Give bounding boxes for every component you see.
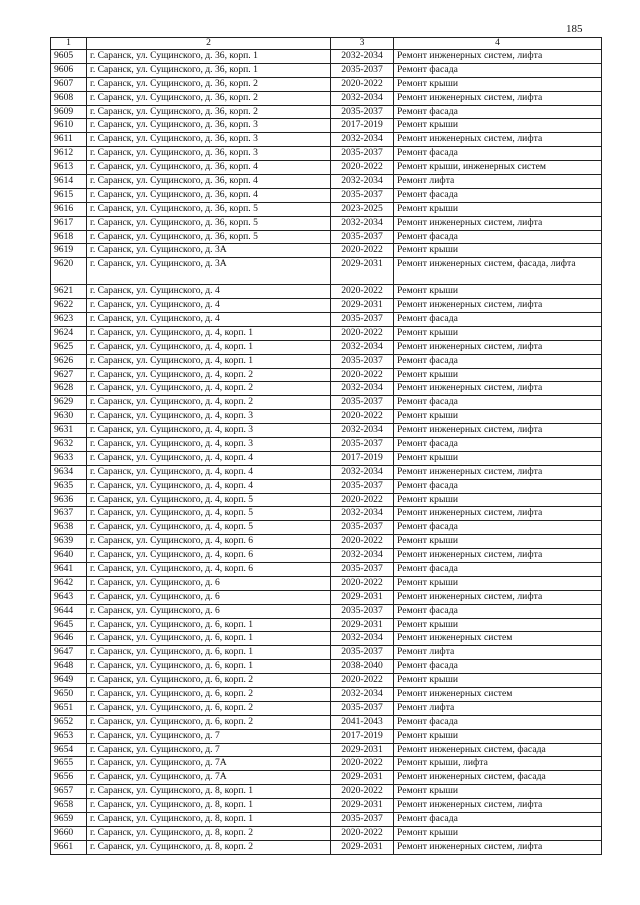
table-row — [51, 576, 602, 590]
period-cell: 2038-2040 — [331, 660, 394, 674]
work-type-cell: Ремонт инженерных систем, лифта — [394, 216, 602, 230]
address-cell: г. Саранск, ул. Сущинского, д. 4, корп. 6 — [87, 535, 331, 549]
work-type-cell: Ремонт инженерных систем, фасада, лифта — [394, 258, 602, 285]
work-type-cell: Ремонт инженерных систем, фасада — [394, 743, 602, 757]
work-type-cell: Ремонт крыши — [394, 368, 602, 382]
row-number: 9611 — [51, 133, 87, 147]
work-type-cell: Ремонт фасада — [394, 604, 602, 618]
row-number: 9649 — [51, 674, 87, 688]
period-cell: 2020-2022 — [331, 368, 394, 382]
row-number: 9640 — [51, 549, 87, 563]
row-number: 9636 — [51, 493, 87, 507]
address-cell: г. Саранск, ул. Сущинского, д. 6, корп. 2 — [87, 674, 331, 688]
work-type-cell: Ремонт крыши — [394, 410, 602, 424]
period-cell: 2035-2037 — [331, 230, 394, 244]
period-cell: 2035-2037 — [331, 479, 394, 493]
period-cell: 2041-2043 — [331, 715, 394, 729]
table-row — [51, 230, 602, 244]
row-number: 9623 — [51, 312, 87, 326]
address-cell: г. Саранск, ул. Сущинского, д. 7 — [87, 743, 331, 757]
work-type-cell: Ремонт фасада — [394, 813, 602, 827]
table-row — [51, 535, 602, 549]
work-type-cell: Ремонт крыши — [394, 674, 602, 688]
work-type-cell: Ремонт лифта — [394, 701, 602, 715]
work-type-cell: Ремонт крыши — [394, 785, 602, 799]
period-cell: 2020-2022 — [331, 410, 394, 424]
period-cell: 2035-2037 — [331, 354, 394, 368]
row-number: 9609 — [51, 105, 87, 119]
row-number: 9607 — [51, 77, 87, 91]
row-number: 9642 — [51, 576, 87, 590]
row-number: 9647 — [51, 646, 87, 660]
address-cell: г. Саранск, ул. Сущинского, д. 36, корп. 3 — [87, 119, 331, 133]
row-number: 9638 — [51, 521, 87, 535]
work-type-cell: Ремонт крыши — [394, 618, 602, 632]
period-cell: 2020-2022 — [331, 535, 394, 549]
work-type-cell: Ремонт инженерных систем, фасада — [394, 771, 602, 785]
table-row — [51, 50, 602, 64]
table-row — [51, 451, 602, 465]
address-cell: г. Саранск, ул. Сущинского, д. 36, корп. 4 — [87, 175, 331, 189]
page-number: 185 — [566, 23, 583, 35]
row-number: 9635 — [51, 479, 87, 493]
table-row — [51, 715, 602, 729]
address-cell: г. Саранск, ул. Сущинского, д. 36, корп. 4 — [87, 161, 331, 175]
address-cell: г. Саранск, ул. Сущинского, д. 4, корп. 3 — [87, 424, 331, 438]
work-type-cell: Ремонт крыши — [394, 576, 602, 590]
row-number: 9625 — [51, 340, 87, 354]
period-cell: 2017-2019 — [331, 119, 394, 133]
work-type-cell: Ремонт крыши — [394, 119, 602, 133]
work-type-cell: Ремонт инженерных систем, лифта — [394, 590, 602, 604]
table-row — [51, 382, 602, 396]
period-cell: 2020-2022 — [331, 493, 394, 507]
table-row — [51, 354, 602, 368]
table-row — [51, 326, 602, 340]
table-row — [51, 63, 602, 77]
period-cell: 2020-2022 — [331, 826, 394, 840]
period-cell: 2035-2037 — [331, 701, 394, 715]
row-number: 9634 — [51, 465, 87, 479]
row-number: 9654 — [51, 743, 87, 757]
address-cell: г. Саранск, ул. Сущинского, д. 4, корп. 3 — [87, 437, 331, 451]
address-cell: г. Саранск, ул. Сущинского, д. 6, корп. 2 — [87, 715, 331, 729]
address-cell: г. Саранск, ул. Сущинского, д. 7А — [87, 771, 331, 785]
period-cell: 2035-2037 — [331, 521, 394, 535]
period-cell: 2029-2031 — [331, 590, 394, 604]
address-cell: г. Саранск, ул. Сущинского, д. 36, корп. 3 — [87, 147, 331, 161]
address-cell: г. Саранск, ул. Сущинского, д. 4, корп. 1 — [87, 340, 331, 354]
period-cell: 2032-2034 — [331, 382, 394, 396]
period-cell: 2020-2022 — [331, 326, 394, 340]
address-cell: г. Саранск, ул. Сущинского, д. 4, корп. 2 — [87, 368, 331, 382]
period-cell: 2032-2034 — [331, 91, 394, 105]
address-cell: г. Саранск, ул. Сущинского, д. 4, корп. 5 — [87, 493, 331, 507]
period-cell: 2035-2037 — [331, 188, 394, 202]
table-row — [51, 493, 602, 507]
row-number: 9645 — [51, 618, 87, 632]
row-number: 9641 — [51, 562, 87, 576]
period-cell: 2029-2031 — [331, 299, 394, 313]
row-number: 9660 — [51, 826, 87, 840]
row-number: 9655 — [51, 757, 87, 771]
row-number: 9652 — [51, 715, 87, 729]
address-cell: г. Саранск, ул. Сущинского, д. 4, корп. 6 — [87, 549, 331, 563]
address-cell: г. Саранск, ул. Сущинского, д. 6, корп. 2 — [87, 687, 331, 701]
period-cell: 2035-2037 — [331, 437, 394, 451]
row-number: 9651 — [51, 701, 87, 715]
table-row — [51, 77, 602, 91]
address-cell: г. Саранск, ул. Сущинского, д. 4, корп. 6 — [87, 562, 331, 576]
period-cell: 2032-2034 — [331, 632, 394, 646]
address-cell: г. Саранск, ул. Сущинского, д. 36, корп. 1 — [87, 50, 331, 64]
period-cell: 2020-2022 — [331, 757, 394, 771]
work-type-cell: Ремонт крыши, инженерных систем — [394, 161, 602, 175]
work-type-cell: Ремонт фасада — [394, 105, 602, 119]
period-cell: 2020-2022 — [331, 674, 394, 688]
row-number: 9650 — [51, 687, 87, 701]
address-cell: г. Саранск, ул. Сущинского, д. 8, корп. 2 — [87, 840, 331, 854]
table-row — [51, 674, 602, 688]
table-row — [51, 258, 602, 285]
period-cell: 2035-2037 — [331, 562, 394, 576]
period-cell: 2035-2037 — [331, 604, 394, 618]
period-cell: 2032-2034 — [331, 216, 394, 230]
row-number: 9615 — [51, 188, 87, 202]
work-type-cell: Ремонт инженерных систем, лифта — [394, 424, 602, 438]
address-cell: г. Саранск, ул. Сущинского, д. 4, корп. 5 — [87, 507, 331, 521]
table-row — [51, 590, 602, 604]
address-cell: г. Саранск, ул. Сущинского, д. 36, корп. 5 — [87, 202, 331, 216]
work-type-cell: Ремонт инженерных систем, лифта — [394, 50, 602, 64]
work-type-cell: Ремонт крыши — [394, 729, 602, 743]
address-cell: г. Саранск, ул. Сущинского, д. 4, корп. 4 — [87, 479, 331, 493]
work-type-cell: Ремонт фасада — [394, 230, 602, 244]
registry-table — [50, 37, 602, 855]
period-cell: 2032-2034 — [331, 50, 394, 64]
row-number: 9629 — [51, 396, 87, 410]
table-row — [51, 813, 602, 827]
work-type-cell: Ремонт фасада — [394, 660, 602, 674]
table-row — [51, 660, 602, 674]
address-cell: г. Саранск, ул. Сущинского, д. 36, корп. 5 — [87, 216, 331, 230]
period-cell: 2020-2022 — [331, 77, 394, 91]
row-number: 9624 — [51, 326, 87, 340]
work-type-cell: Ремонт фасада — [394, 562, 602, 576]
table-row — [51, 729, 602, 743]
address-cell: г. Саранск, ул. Сущинского, д. 6, корп. 1 — [87, 660, 331, 674]
row-number: 9616 — [51, 202, 87, 216]
work-type-cell: Ремонт лифта — [394, 175, 602, 189]
address-cell: г. Саранск, ул. Сущинского, д. 6 — [87, 590, 331, 604]
address-cell: г. Саранск, ул. Сущинского, д. 3А — [87, 258, 331, 285]
work-type-cell: Ремонт крыши — [394, 493, 602, 507]
work-type-cell: Ремонт фасада — [394, 715, 602, 729]
address-cell: г. Саранск, ул. Сущинского, д. 4, корп. 4 — [87, 451, 331, 465]
address-cell: г. Саранск, ул. Сущинского, д. 7 — [87, 729, 331, 743]
period-cell: 2032-2034 — [331, 424, 394, 438]
address-cell: г. Саранск, ул. Сущинского, д. 6, корп. 1 — [87, 618, 331, 632]
table-row — [51, 216, 602, 230]
table-row — [51, 743, 602, 757]
row-number: 9630 — [51, 410, 87, 424]
table-row — [51, 133, 602, 147]
row-number: 9632 — [51, 437, 87, 451]
row-number: 9661 — [51, 840, 87, 854]
row-number: 9646 — [51, 632, 87, 646]
address-cell: г. Саранск, ул. Сущинского, д. 36, корп. 3 — [87, 133, 331, 147]
work-type-cell: Ремонт инженерных систем — [394, 632, 602, 646]
table-row — [51, 562, 602, 576]
period-cell: 2035-2037 — [331, 813, 394, 827]
table-row — [51, 312, 602, 326]
table-row — [51, 646, 602, 660]
period-cell: 2023-2025 — [331, 202, 394, 216]
row-number: 9639 — [51, 535, 87, 549]
address-cell: г. Саранск, ул. Сущинского, д. 4, корп. 4 — [87, 465, 331, 479]
table-row — [51, 479, 602, 493]
table-row — [51, 161, 602, 175]
header-col-1: 1 — [51, 38, 87, 50]
address-cell: г. Саранск, ул. Сущинского, д. 36, корп. 2 — [87, 77, 331, 91]
row-number: 9633 — [51, 451, 87, 465]
period-cell: 2035-2037 — [331, 396, 394, 410]
address-cell: г. Саранск, ул. Сущинского, д. 4, корп. 2 — [87, 382, 331, 396]
header-row — [51, 38, 602, 50]
table-row — [51, 299, 602, 313]
table-row — [51, 757, 602, 771]
work-type-cell: Ремонт фасада — [394, 521, 602, 535]
address-cell: г. Саранск, ул. Сущинского, д. 36, корп. 4 — [87, 188, 331, 202]
address-cell: г. Саранск, ул. Сущинского, д. 36, корп. 2 — [87, 91, 331, 105]
table-row — [51, 632, 602, 646]
table-row — [51, 424, 602, 438]
work-type-cell: Ремонт крыши — [394, 202, 602, 216]
work-type-cell: Ремонт инженерных систем, лифта — [394, 91, 602, 105]
work-type-cell: Ремонт крыши — [394, 285, 602, 299]
address-cell: г. Саранск, ул. Сущинского, д. 8, корп. 1 — [87, 785, 331, 799]
period-cell: 2020-2022 — [331, 244, 394, 258]
address-cell: г. Саранск, ул. Сущинского, д. 4, корп. 2 — [87, 396, 331, 410]
table-row — [51, 771, 602, 785]
table-row — [51, 340, 602, 354]
table-row — [51, 785, 602, 799]
table-row — [51, 188, 602, 202]
period-cell: 2029-2031 — [331, 618, 394, 632]
work-type-cell: Ремонт инженерных систем, лифта — [394, 340, 602, 354]
table-row — [51, 687, 602, 701]
work-type-cell: Ремонт крыши — [394, 326, 602, 340]
row-number: 9621 — [51, 285, 87, 299]
row-number: 9637 — [51, 507, 87, 521]
work-type-cell: Ремонт фасада — [394, 312, 602, 326]
period-cell: 2035-2037 — [331, 147, 394, 161]
address-cell: г. Саранск, ул. Сущинского, д. 6, корп. 2 — [87, 701, 331, 715]
period-cell: 2029-2031 — [331, 840, 394, 854]
period-cell: 2029-2031 — [331, 799, 394, 813]
work-type-cell: Ремонт крыши — [394, 826, 602, 840]
period-cell: 2020-2022 — [331, 285, 394, 299]
period-cell: 2035-2037 — [331, 105, 394, 119]
table-row — [51, 91, 602, 105]
period-cell: 2032-2034 — [331, 507, 394, 521]
table-header — [51, 38, 602, 50]
address-cell: г. Саранск, ул. Сущинского, д. 7А — [87, 757, 331, 771]
address-cell: г. Саранск, ул. Сущинского, д. 3А — [87, 244, 331, 258]
address-cell: г. Саранск, ул. Сущинского, д. 6 — [87, 604, 331, 618]
row-number: 9648 — [51, 660, 87, 674]
row-number: 9613 — [51, 161, 87, 175]
row-number: 9644 — [51, 604, 87, 618]
header-col-4: 4 — [394, 38, 602, 50]
address-cell: г. Саранск, ул. Сущинского, д. 4, корп. 1 — [87, 326, 331, 340]
address-cell: г. Саранск, ул. Сущинского, д. 4 — [87, 299, 331, 313]
row-number: 9626 — [51, 354, 87, 368]
table-row — [51, 105, 602, 119]
address-cell: г. Саранск, ул. Сущинского, д. 36, корп. 2 — [87, 105, 331, 119]
period-cell: 2020-2022 — [331, 576, 394, 590]
period-cell: 2032-2034 — [331, 175, 394, 189]
period-cell: 2032-2034 — [331, 340, 394, 354]
table-row — [51, 368, 602, 382]
period-cell: 2020-2022 — [331, 161, 394, 175]
table-row — [51, 437, 602, 451]
work-type-cell: Ремонт инженерных систем, лифта — [394, 507, 602, 521]
work-type-cell: Ремонт крыши — [394, 451, 602, 465]
work-type-cell: Ремонт крыши, лифта — [394, 757, 602, 771]
table-row — [51, 521, 602, 535]
row-number: 9610 — [51, 119, 87, 133]
address-cell: г. Саранск, ул. Сущинского, д. 36, корп. 5 — [87, 230, 331, 244]
address-cell: г. Саранск, ул. Сущинского, д. 36, корп. 1 — [87, 63, 331, 77]
row-number: 9653 — [51, 729, 87, 743]
work-type-cell: Ремонт инженерных систем, лифта — [394, 133, 602, 147]
row-number: 9614 — [51, 175, 87, 189]
table-row — [51, 799, 602, 813]
table-row — [51, 119, 602, 133]
work-type-cell: Ремонт крыши — [394, 244, 602, 258]
period-cell: 2035-2037 — [331, 646, 394, 660]
work-type-cell: Ремонт фасада — [394, 396, 602, 410]
row-number: 9617 — [51, 216, 87, 230]
period-cell: 2032-2034 — [331, 465, 394, 479]
work-type-cell: Ремонт инженерных систем, лифта — [394, 549, 602, 563]
period-cell: 2032-2034 — [331, 687, 394, 701]
work-type-cell: Ремонт фасада — [394, 437, 602, 451]
table-row — [51, 701, 602, 715]
work-type-cell: Ремонт инженерных систем, лифта — [394, 382, 602, 396]
row-number: 9605 — [51, 50, 87, 64]
work-type-cell: Ремонт инженерных систем, лифта — [394, 840, 602, 854]
row-number: 9608 — [51, 91, 87, 105]
row-number: 9606 — [51, 63, 87, 77]
address-cell: г. Саранск, ул. Сущинского, д. 6, корп. 1 — [87, 632, 331, 646]
row-number: 9619 — [51, 244, 87, 258]
table-row — [51, 840, 602, 854]
row-number: 9657 — [51, 785, 87, 799]
row-number: 9643 — [51, 590, 87, 604]
period-cell: 2017-2019 — [331, 729, 394, 743]
table-row — [51, 549, 602, 563]
header-col-3: 3 — [331, 38, 394, 50]
table-row — [51, 147, 602, 161]
row-number: 9631 — [51, 424, 87, 438]
table-row — [51, 396, 602, 410]
work-type-cell: Ремонт инженерных систем, лифта — [394, 299, 602, 313]
period-cell: 2017-2019 — [331, 451, 394, 465]
work-type-cell: Ремонт фасада — [394, 63, 602, 77]
period-cell: 2020-2022 — [331, 785, 394, 799]
work-type-cell: Ремонт фасада — [394, 354, 602, 368]
address-cell: г. Саранск, ул. Сущинского, д. 4, корп. 5 — [87, 521, 331, 535]
row-number: 9612 — [51, 147, 87, 161]
table-row — [51, 618, 602, 632]
table-row — [51, 410, 602, 424]
period-cell: 2029-2031 — [331, 771, 394, 785]
address-cell: г. Саранск, ул. Сущинского, д. 8, корп. 1 — [87, 799, 331, 813]
work-type-cell: Ремонт инженерных систем — [394, 687, 602, 701]
work-type-cell: Ремонт фасада — [394, 147, 602, 161]
address-cell: г. Саранск, ул. Сущинского, д. 8, корп. 1 — [87, 813, 331, 827]
work-type-cell: Ремонт фасада — [394, 188, 602, 202]
row-number: 9658 — [51, 799, 87, 813]
work-type-cell: Ремонт крыши — [394, 535, 602, 549]
table-row — [51, 285, 602, 299]
address-cell: г. Саранск, ул. Сущинского, д. 4 — [87, 285, 331, 299]
row-number: 9618 — [51, 230, 87, 244]
row-number: 9622 — [51, 299, 87, 313]
period-cell: 2032-2034 — [331, 549, 394, 563]
work-type-cell: Ремонт крыши — [394, 77, 602, 91]
row-number: 9627 — [51, 368, 87, 382]
table-row — [51, 465, 602, 479]
table-body — [51, 50, 602, 855]
table-row — [51, 604, 602, 618]
row-number: 9628 — [51, 382, 87, 396]
address-cell: г. Саранск, ул. Сущинского, д. 4, корп. 1 — [87, 354, 331, 368]
address-cell: г. Саранск, ул. Сущинского, д. 4 — [87, 312, 331, 326]
period-cell: 2029-2031 — [331, 258, 394, 285]
table-row — [51, 175, 602, 189]
work-type-cell: Ремонт инженерных систем, лифта — [394, 465, 602, 479]
address-cell: г. Саранск, ул. Сущинского, д. 6 — [87, 576, 331, 590]
table-row — [51, 202, 602, 216]
work-type-cell: Ремонт инженерных систем, лифта — [394, 799, 602, 813]
address-cell: г. Саранск, ул. Сущинского, д. 8, корп. 2 — [87, 826, 331, 840]
period-cell: 2029-2031 — [331, 743, 394, 757]
table-row — [51, 244, 602, 258]
address-cell: г. Саранск, ул. Сущинского, д. 6, корп. 1 — [87, 646, 331, 660]
row-number: 9659 — [51, 813, 87, 827]
address-cell: г. Саранск, ул. Сущинского, д. 4, корп. 3 — [87, 410, 331, 424]
period-cell: 2032-2034 — [331, 133, 394, 147]
work-type-cell: Ремонт лифта — [394, 646, 602, 660]
row-number: 9620 — [51, 258, 87, 285]
period-cell: 2035-2037 — [331, 312, 394, 326]
period-cell: 2035-2037 — [331, 63, 394, 77]
table-row — [51, 507, 602, 521]
row-number: 9656 — [51, 771, 87, 785]
table-row — [51, 826, 602, 840]
header-col-2: 2 — [87, 38, 331, 50]
work-type-cell: Ремонт фасада — [394, 479, 602, 493]
